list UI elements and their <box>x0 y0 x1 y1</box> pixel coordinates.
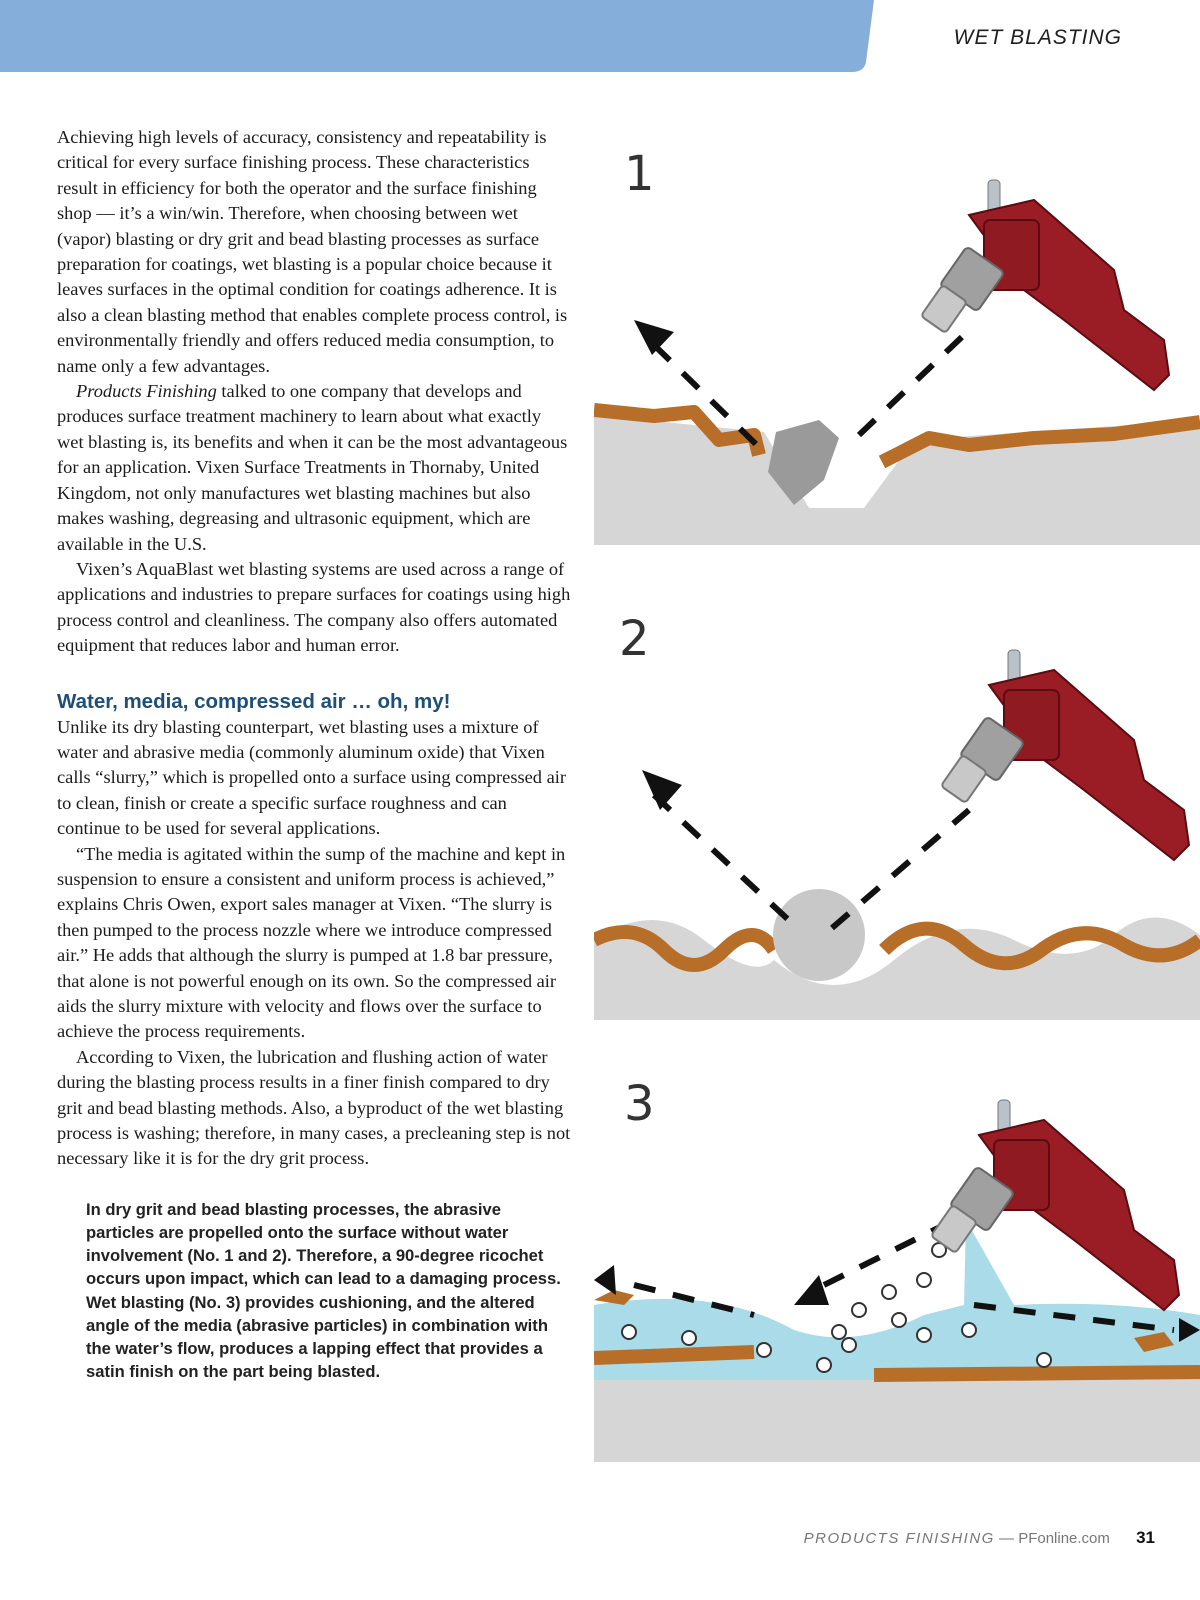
panel-2-number: 2 <box>619 611 650 667</box>
section-label: WET BLASTING <box>953 26 1122 49</box>
blasting-diagram <box>594 120 1200 1510</box>
paragraph-intro: Achieving high levels of accuracy, consistency and repeatability is critical for every surface finishing process. These characteristics result in efficiency for both the operator and the surface finishing shop — it’s a win/win. Therefore, when choosing between wet (vapor) blasting or dry grit and bead blasting processes as surface preparation for coatings, wet blasting is a popular choice because it leaves surfaces in the optimal condition for coatings adherence. It is also a clean blasting method that enables complete process control, is environmentally friendly and offers reduced media consumption, to name only a few advantages. <box>57 127 568 376</box>
subheading: Water, media, compressed air … oh, my! <box>57 689 451 713</box>
paragraph-slurry: Unlike its dry blasting counterpart, wet blasting uses a mixture of water and abrasive media (commonly aluminum oxide) that Vixen calls “slurry,” which is propelled onto a surface using compressed air to clean, finish or create a specific surface roughness and can continue to be used for several applications. <box>57 716 566 839</box>
paragraph-products-finishing <box>57 379 572 557</box>
magazine-name-italic: Products Finishing <box>76 381 217 402</box>
panel-3-number: 3 <box>624 1076 655 1132</box>
footer-magazine: PRODUCTS FINISHING <box>803 1530 995 1547</box>
paragraph-quote: “The media is agitated within the sump of the machine and kept in suspension to ensure a consistent and uniform process is achieved,” explains Chris Owen, export sales manager at Vixen. “The slurry is then pumped to the process nozzle where we introduce compressed air.” He adds that although the slurry is pumped at 1.8 bar pressure, that alone is not powerful enough on its own. So the compressed air aids the slurry mixture with velocity and flows over the surface to achieve the process requirements. <box>57 843 566 1042</box>
figure-caption: In dry grit and bead blasting processes, the abrasive particles are propelled onto the surface without water involvement (No. 1 and 2). Therefore, a 90-degree ricochet occurs upon impact, which can lead to a damaging process. Wet blasting (No. 3) provides cushioning, and the altered angle of the media (abrasive particles) in combination with the water’s flow, produces a lapping effect that provides a satin finish on the part being blasted. <box>86 1199 561 1382</box>
article-body <box>57 125 572 1383</box>
footer-website: PFonline.com <box>1018 1530 1110 1547</box>
panel-1 <box>594 146 1200 545</box>
paragraph-lubrication: According to Vixen, the lubrication and flushing action of water during the blasting process results in a finer finish compared to dry grit and bead blasting methods. Also, a byproduct of the wet blasting process is washing; therefore, in many cases, a precleaning step is not necessary like it is for the dry grit process. <box>57 1046 571 1169</box>
paragraph-2-text: talked to one company that develops and produces surface treatment machinery to learn about what exactly wet blasting is, its benefits and when it can be the most advantageous for an application. Vixen Surface Treatments in Thornaby, United Kingdom, not only manufactures wet blasting machines but also makes washing, degreasing and ultrasonic equipment, which are available in the U.S. <box>57 381 568 554</box>
panel-1-number: 1 <box>624 146 655 202</box>
page-footer <box>804 1528 1155 1548</box>
paragraph-aquablast: Vixen’s AquaBlast wet blasting systems are used across a range of applications and industries to prepare surfaces for coatings using high process control and cleanliness. The company also offers automated equipment that reduces labor and human error. <box>57 558 571 656</box>
panel-2 <box>594 611 1200 1020</box>
panel-3 <box>594 1076 1200 1462</box>
page-number: 31 <box>1136 1528 1155 1547</box>
footer-separator: — <box>999 1530 1015 1547</box>
